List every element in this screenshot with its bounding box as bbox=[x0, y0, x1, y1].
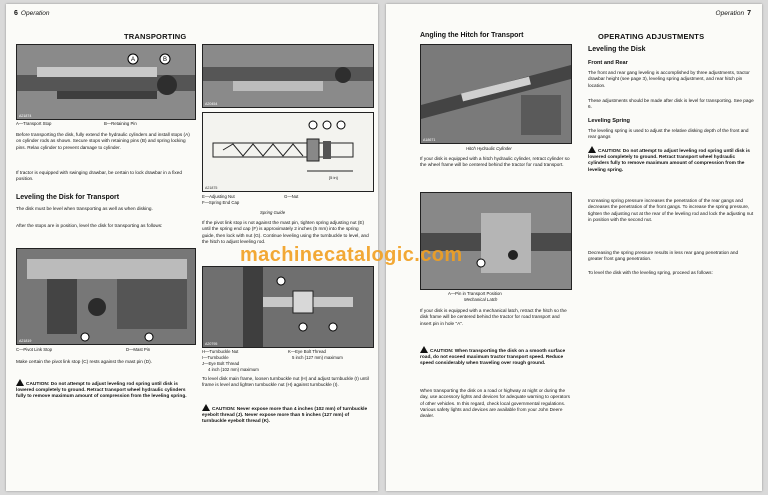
svg-text:B: B bbox=[163, 57, 168, 63]
warning-icon bbox=[16, 379, 24, 386]
sub-front-rear: Front and Rear bbox=[588, 60, 628, 66]
para-decrease: Decreasing the spring pressure results in less rear gang penetration and greater front gang penetration. bbox=[588, 250, 739, 262]
watermark: machinecatalogic.com bbox=[240, 244, 463, 266]
caption-a: A—Transport Stop bbox=[16, 121, 52, 126]
fig-code: A20454 bbox=[205, 102, 218, 106]
sub-leveling-spring: Leveling Spring bbox=[588, 118, 630, 124]
caption-c: C—Pivot Link Stop bbox=[16, 347, 53, 352]
para-these: These adjustments should be made after disk is level for transporting. See page 6. bbox=[588, 98, 754, 110]
spring-dimension: [5 in] bbox=[329, 175, 338, 180]
caption-j-value: 4 inch (102 mm) maximum bbox=[208, 367, 259, 372]
right-page-number: 7 bbox=[747, 10, 751, 17]
operating-adjustments-title: OPERATING ADJUSTMENTS bbox=[598, 32, 705, 41]
fig-code: A20795 bbox=[205, 342, 218, 346]
para-front-rear: The front and rear gang leveling is accomplished by three adjustments, tractor drawbar height (see page 3), leveling spring adjustment, and rear hitch pin location. bbox=[588, 70, 750, 88]
section-leveling-transport: Leveling the Disk for Transport bbox=[16, 194, 120, 201]
caption-hitch-cylinder: Hitch Hydraulic Cylinder bbox=[466, 146, 512, 151]
warning-icon bbox=[420, 346, 428, 353]
right-header-title: Operation bbox=[715, 10, 745, 17]
left-header-title: Operation bbox=[20, 10, 50, 17]
section-leveling-disk: Leveling the Disk bbox=[588, 46, 646, 53]
para-increase: Increasing spring pressure increases the penetration of the rear gangs and decreases the penetration of the front gangs. To increase the spring pressure, tighten the adjusting nut at the rear of the leveling rod and lock the adjusting nut in position with the second nut. bbox=[588, 198, 754, 222]
caution-eyebolt: CAUTION: Never expose more than 4 inches (102 mm) of turnbuckle eyebolt thread (J). Never expose more than 5 inches (127 mm) of turnbuckle eyebolt thread (K). bbox=[202, 404, 372, 426]
left-page-header bbox=[14, 10, 49, 17]
para-pivot-not: If the pivot link stop is not against the mast pin, tighten spring adjusting nut (E) until the spring end cap (F) is approximately 2 inches (5 mm) into the spring guide, then lock with nut (G). Continue leveling using the turnbuckle to level, and the hitch to adjust leveling rod. bbox=[202, 220, 369, 244]
caption-h: H—Turnbuckle Nut bbox=[202, 349, 239, 354]
para-level: The disk must be level when transporting as well as when disking. bbox=[16, 206, 153, 211]
para-hitch: If your disk is equipped with a hitch hydraulic cylinder, retract cylinder so the wheel frame will be centered behind the tractor for road transport. bbox=[420, 156, 570, 168]
fig-code: A21875 bbox=[205, 186, 218, 190]
warning-icon bbox=[202, 404, 210, 411]
caption-i: I—Turnbuckle bbox=[202, 355, 229, 360]
spring-guide-photo bbox=[202, 44, 374, 108]
caption-k: K—Eye Bolt Thread bbox=[288, 349, 326, 354]
pivot-link-photo bbox=[16, 248, 196, 345]
caption-spring-guide: Spring Guide bbox=[260, 210, 286, 215]
caution-transport-speed: CAUTION: When transporting the disk on a smooth surface road, do not exceed maximum tractor transport speed. Reduce speed considerably when traveling over rough ground. bbox=[420, 346, 570, 368]
caution-leveling-spring: CAUTION: Do not attempt to adjust leveling rod spring until disk is lowered completely to ground. Retract transport wheel hydraulic cylinders fully to remove maximum amount of compression from the leveling spring. bbox=[16, 379, 194, 401]
fig-code: A21874 bbox=[19, 114, 32, 118]
caption-k-value: 5 inch (127 mm) maximum bbox=[292, 355, 343, 360]
right-page-header bbox=[716, 10, 754, 17]
para-pivot: Make certain the pivot link stop (C) rests against the mast pin (D). bbox=[16, 359, 152, 364]
hitch-cylinder-photo bbox=[420, 44, 572, 144]
para-swinging: If tractor is equipped with swinging drawbar, be certain to lock drawbar in a fixed position. bbox=[16, 170, 182, 182]
caption-a-pin: A—Pin in Transport Position bbox=[448, 291, 502, 296]
caption-b: B—Retaining Pin bbox=[104, 121, 137, 126]
spring-guide-diagram bbox=[202, 112, 374, 192]
para-transport: Before transporting the disk, fully extend the hydraulic cylinders and install stops (A) on cylinder rods as shown. Secure stops with retaining pins (B) and spring locking pins. Relax cylinder to prevent damage to cylinder. bbox=[16, 132, 190, 150]
caption-f: F—Spring End Cap bbox=[202, 200, 240, 205]
caption-d: D—Mast Pin bbox=[126, 347, 151, 352]
warning-icon bbox=[588, 146, 596, 153]
para-spring: The leveling spring is used to adjust the relative disking depth of the front and rear gangs bbox=[588, 128, 749, 140]
para-road: When transporting the disk on a road or highway at night or during the day, use accessory lights and devices for adequate warning to operators of other vehicles. In this regard, check local governmental regulations. Various safety lights and devices are available from your John Deere dealer. bbox=[420, 388, 570, 419]
turnbuckle-photo bbox=[202, 266, 374, 348]
svg-text:A: A bbox=[131, 57, 136, 63]
para-to-level: To level the disk with the leveling spring, proceed as follows: bbox=[588, 270, 713, 275]
para-turnbuckle: To level disk main frame, loosen turnbuckle nut (H) and adjust turnbuckle (I) until frame is level and lighten turnbuckle nut (H) against turnbuckle (I). bbox=[202, 376, 369, 388]
transporting-title: TRANSPORTING bbox=[124, 32, 187, 41]
left-page-number: 6 bbox=[14, 10, 18, 17]
mechanical-latch-photo bbox=[420, 192, 572, 290]
caption-e: E—Adjusting Nut bbox=[202, 194, 235, 199]
caption-g: G—Nut bbox=[284, 194, 299, 199]
caption-j: J—Eye Bolt Thread bbox=[202, 361, 240, 366]
para-latch: If your disk is equipped with a mechanical latch, retract the hitch so the disk frame will be centered behind the tractor for road transport and insert pin in hole "A". bbox=[420, 308, 567, 326]
transport-stop-photo bbox=[16, 44, 196, 120]
fig-code: A21819 bbox=[19, 339, 32, 343]
section-angling-hitch: Angling the Hitch for Transport bbox=[420, 32, 524, 39]
fig-code: A18671 bbox=[423, 138, 436, 142]
para-stops: After the stops are in position, level the disk for transporting as follows: bbox=[16, 223, 163, 228]
caption-mechanical-latch: Mechanical Latch bbox=[464, 297, 498, 302]
caution-adjust-spring: CAUTION: Do not attempt to adjust leveling rod spring until disk is lowered completely to ground. Retract transport wheel hydraulic cylinders fully to remove maximum amount of compression from the leveling spring. bbox=[588, 146, 754, 174]
